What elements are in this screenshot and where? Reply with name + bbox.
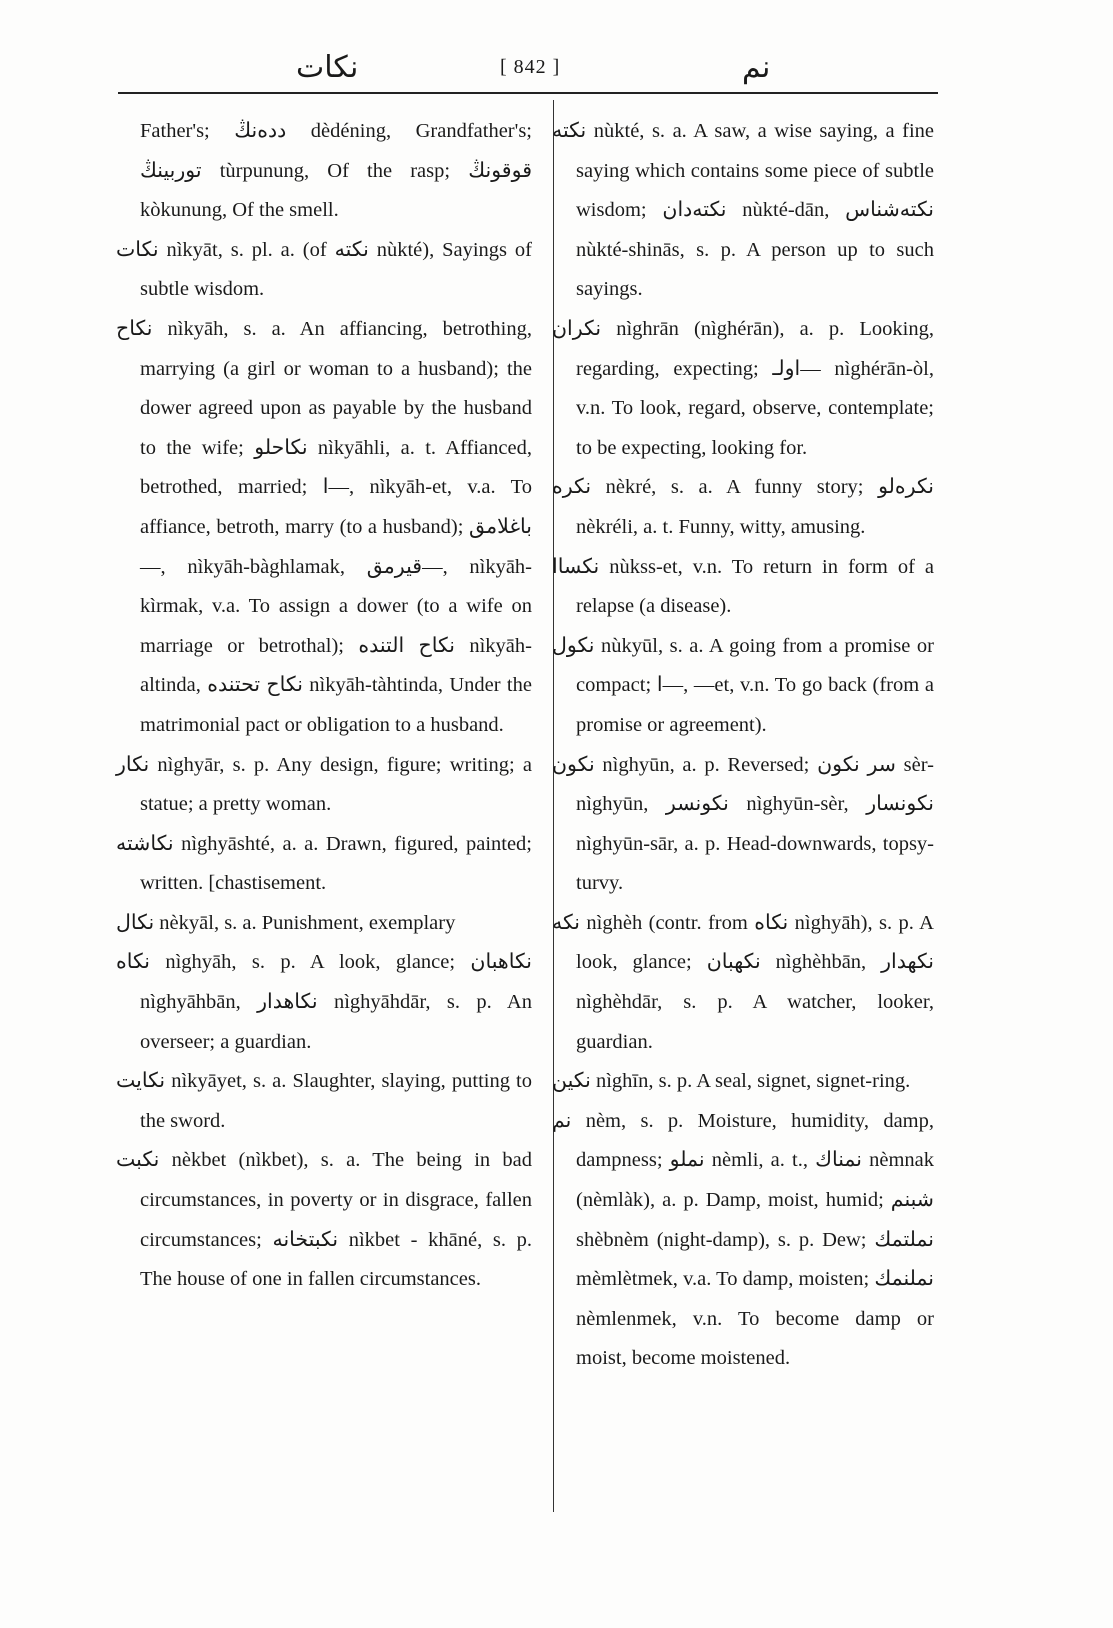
dictionary-entry — [116, 746, 532, 825]
entry-text: نكبت nèkbet (nìkbet), s. a. The being in bad circumstances, in poverty or in disgrace, fallen circumstances; نكبتخانە nìkbet - khāné, s. p. The house of one in fallen circumstances. — [116, 1149, 532, 1291]
dictionary-entry — [552, 310, 934, 468]
dictionary-entry — [552, 746, 934, 904]
dictionary-entry — [116, 943, 532, 1062]
entry-text: نكات nìkyāt, s. pl. a. (of نكتە nùkté), Sayings of subtle wisdom. — [116, 238, 533, 301]
dictionary-entry — [116, 825, 532, 904]
dictionary-entry — [552, 468, 934, 547]
header-divider — [118, 92, 938, 94]
entry-text: Father's; ددەنڭ dèdéning, Grandfather's; توربينڭ tùrpunung, Of the rasp; قوقونڭ kòkunung, Of the smell. — [140, 120, 532, 222]
dictionary-entry — [552, 1102, 934, 1379]
dictionary-entry — [116, 310, 532, 746]
dictionary-entry — [116, 1062, 532, 1141]
entry-text: نكار nìghyār, s. p. Any design, figure; writing; a statue; a pretty woman. — [116, 753, 532, 816]
page-number: [ 842 ] — [500, 56, 561, 78]
entry-text: نكاشتە nìghyāshté, a. a. Drawn, figured, painted; written. [chastisement. — [116, 832, 532, 895]
header-right-catchword: نم — [742, 50, 771, 85]
entry-text: نكتە nùkté, s. a. A saw, a wise saying, a fine saying which contains some piece of subtle wisdom; نكتەدان nùkté-dān, نكتەشناس nùkté-shinās, s. p. A person up to such sayings. — [552, 120, 934, 301]
right-column — [552, 112, 934, 1379]
entry-text: نكين nìghīn, s. p. A seal, signet, signet-ring. — [552, 1070, 911, 1093]
dictionary-entry — [116, 231, 532, 310]
dictionary-entry — [552, 548, 934, 627]
entry-text: نكايت nìkyāyet, s. a. Slaughter, slaying, putting to the sword. — [116, 1070, 532, 1132]
header-left-catchword: نكات — [296, 50, 359, 85]
dictionary-entry — [552, 1062, 934, 1102]
dictionary-entry — [552, 627, 934, 746]
dictionary-entry — [116, 112, 532, 231]
entry-text: نكاه nìghyāh, s. p. A look, glance; نكاهبان nìghyāhbān, نكاهدار nìghyāhdār, s. p. An overseer; a guardian. — [116, 951, 532, 1053]
entry-text: نكول nùkyūl, s. a. A going from a promise or compact; ا—, —et, v.n. To go back (from a promise or agreement). — [552, 634, 934, 736]
entry-text: نكران nìghrān (nìghérān), a. p. Looking, regarding, expecting; اولـ— nìghérān-òl, v.n. To look, regard, observe, contemplate; to be expecting, looking for. — [552, 317, 934, 459]
entry-text: نم nèm, s. p. Moisture, humidity, damp, dampness; نملو nèmli, a. t., نمناك nèmnak (nèmlàk), a. p. Damp, moist, humid; شبنم shèbnèm (night-damp), s. p. Dew; نملتمك mèmlètmek, v.a. To damp, moisten; نملنمك nèmlenmek, v.n. To become damp or moist, become moistened. — [552, 1109, 935, 1370]
entry-text: نكساا nùkss-et, v.n. To return in form of a relapse (a disease). — [552, 555, 934, 618]
entry-text: نكرە nèkré, s. a. A funny story; نكرەلو nèkréli, a. t. Funny, witty, amusing. — [552, 476, 934, 538]
entry-text: نكە nìghèh (contr. from نكاه nìghyāh), s. p. A look, glance; نكهبان nìghèhbān, نكهدار nìghèhdār, s. p. A watcher, looker, guardian. — [552, 911, 934, 1053]
dictionary-entry — [116, 1141, 532, 1299]
entry-text: نكال nèkyāl, s. a. Punishment, exemplary — [116, 911, 456, 934]
page-header — [120, 48, 940, 96]
left-column — [116, 112, 532, 1300]
dictionary-entry — [116, 904, 532, 944]
entry-text: نكاح nìkyāh, s. a. An affiancing, betrothing, marrying (a girl or woman to a husband); the dower agreed upon as payable by the husband to the wife; نكاحلو nìkyāhli, a. t. Affianced, betrothed, married; ا—, nìkyāh-et, v.a. To affiance, betroth, marry (to a husband); باغلامق—, nìkyāh-bàghlamak, قيرمق—, nìkyāh-kìrmak, v.a. To assign a dower (to a wife on marriage or betrothal); نكاح التندە nìkyāh-altinda, نكاح تحتندە nìkyāh-tàhtinda, Under the matrimonial pact or obligation to a husband. — [116, 317, 533, 736]
entry-text: نكون nìghyūn, a. p. Reversed; سر نكون sèr-nìghyūn, نكونسر nìghyūn-sèr, نكونسار nìghyūn-sār, a. p. Head-downwards, topsy-turvy. — [552, 753, 934, 895]
dictionary-entry — [552, 112, 934, 310]
dictionary-entry — [552, 904, 934, 1062]
